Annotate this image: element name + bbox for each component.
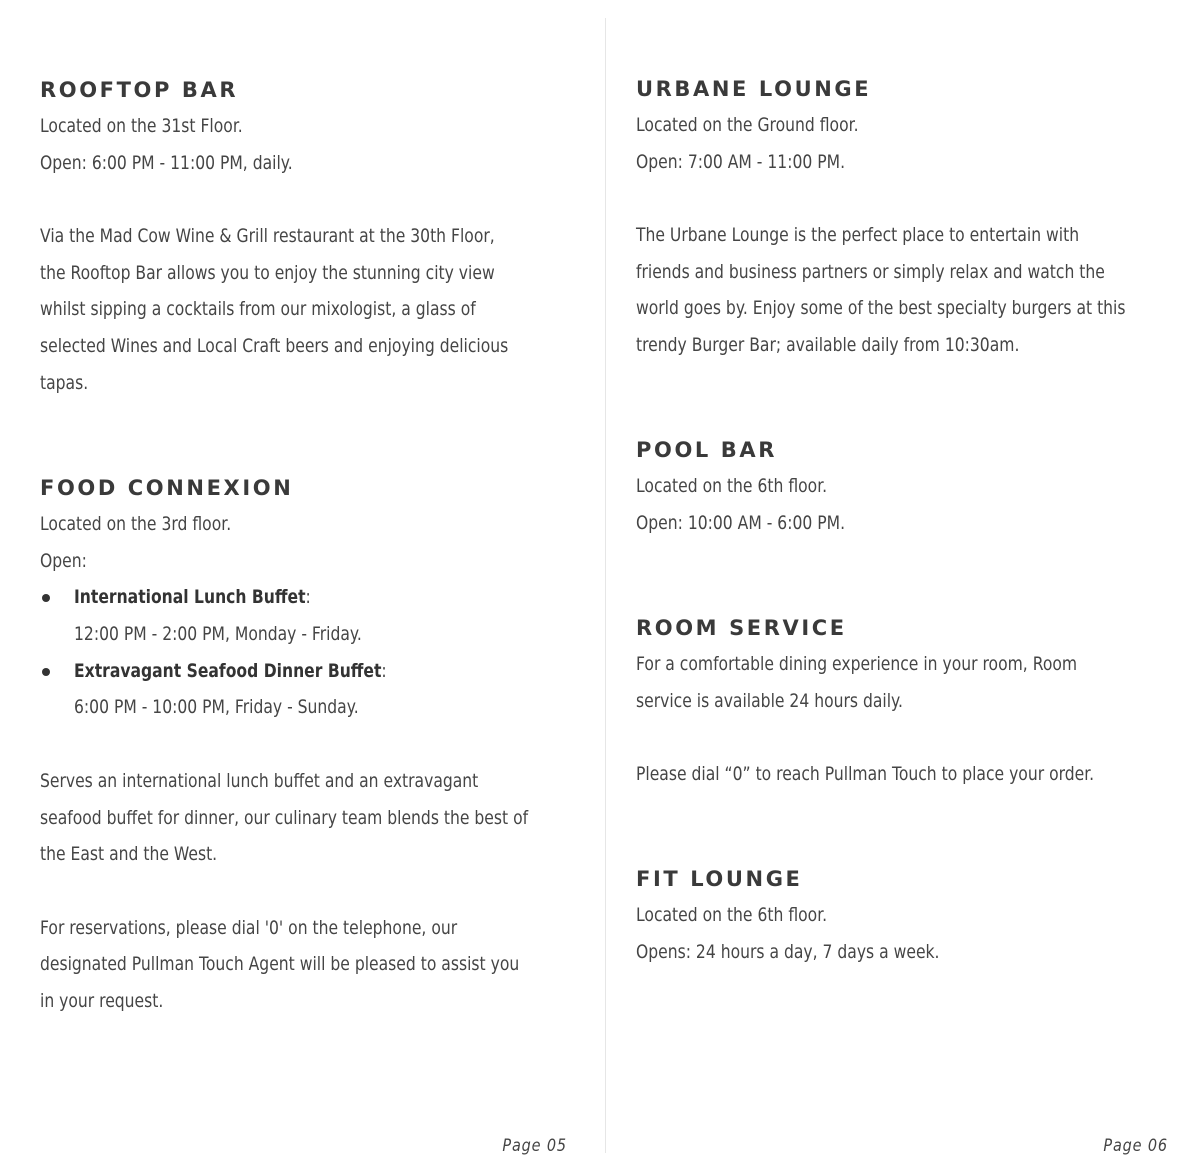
section-title: FOOD CONNEXION xyxy=(40,476,294,500)
section-body xyxy=(636,897,1006,970)
page-number: Page 06 xyxy=(1103,1136,1168,1156)
text-line: Located on the 6th floor. xyxy=(636,475,828,497)
text-line: Via the Mad Cow Wine & Grill restaurant at the 30th Floor, xyxy=(40,225,495,248)
text-line: in your request. xyxy=(40,989,164,1012)
section-fit-lounge xyxy=(636,861,1006,970)
text-line: Opens: 24 hours a day, 7 days a week. xyxy=(636,940,940,963)
right-page xyxy=(606,0,1200,1171)
text-line: tapas. xyxy=(40,371,89,394)
section-body xyxy=(636,468,891,541)
bullet-title xyxy=(74,653,534,690)
text-line: For reservations, please dial '0' on the telephone, our xyxy=(40,916,458,939)
text-line: Open: 10:00 AM - 6:00 PM. xyxy=(636,511,846,534)
buffet-name: Extravagant Seafood Dinner Buffet xyxy=(74,659,382,682)
text-line: Open: 7:00 AM - 11:00 PM. xyxy=(636,150,846,173)
section-body xyxy=(636,107,1200,364)
text-line: Serves an international lunch buffet and an extravagant xyxy=(40,769,479,792)
bullet-title xyxy=(74,579,534,616)
text-line: For a comfortable dining experience in your room, Room xyxy=(636,653,1078,675)
list-item xyxy=(40,653,635,726)
text-line: Open: 6:00 PM - 11:00 PM, daily. xyxy=(40,151,293,174)
section-urbane-lounge xyxy=(636,71,1200,364)
list-item xyxy=(40,579,635,652)
buffet-hours: 6:00 PM - 10:00 PM, Friday - Sunday. xyxy=(74,696,359,719)
text-line: seafood buffet for dinner, our culinary team blends the best of xyxy=(40,806,529,829)
buffet-colon: : xyxy=(305,586,311,609)
text-line: designated Pullman Touch Agent will be pleased to assist you xyxy=(40,953,520,976)
text-line: Located on the 3rd floor. xyxy=(40,513,232,535)
section-rooftop-bar xyxy=(40,72,611,402)
text-line: selected Wines and Local Craft beers and enjoying delicious xyxy=(40,335,509,358)
text-line: friends and business partners or simply relax and watch the xyxy=(636,260,1105,283)
text-line: The Urbane Lounge is the perfect place to entertain with xyxy=(636,224,1080,247)
section-food-connexion xyxy=(40,470,635,1020)
paragraph-spacer xyxy=(636,180,1200,217)
text-line: the East and the West. xyxy=(40,843,218,866)
buffet-name: International Lunch Buffet xyxy=(74,586,306,609)
section-room-service xyxy=(636,610,1195,793)
text-line: the Rooftop Bar allows you to enjoy the stunning city view xyxy=(40,261,495,284)
paragraph-spacer xyxy=(40,726,635,763)
text-line: Open: xyxy=(40,549,87,572)
text-line: Located on the 31st Floor. xyxy=(40,115,243,137)
paragraph-spacer xyxy=(40,873,635,910)
section-title: POOL BAR xyxy=(636,438,778,462)
text-line: whilst sipping a cocktails from our mixologist, a glass of xyxy=(40,298,476,321)
text-line: Located on the Ground floor. xyxy=(636,114,859,136)
buffet-hours: 12:00 PM - 2:00 PM, Monday - Friday. xyxy=(74,623,362,646)
section-title: ROOM SERVICE xyxy=(636,616,847,640)
paragraph-spacer xyxy=(40,181,611,218)
section-body xyxy=(40,108,611,402)
section-pool-bar xyxy=(636,432,891,541)
section-body xyxy=(636,646,1195,793)
page-number: Page 05 xyxy=(502,1136,567,1156)
section-body xyxy=(40,506,635,1020)
buffet-colon: : xyxy=(381,659,387,682)
text-line: Located on the 6th floor. xyxy=(636,904,828,926)
text-line: world goes by. Enjoy some of the best specialty burgers at this xyxy=(636,297,1126,320)
bullet-icon xyxy=(42,594,50,602)
text-line: trendy Burger Bar; available daily from 10:30am. xyxy=(636,334,1020,357)
section-title: URBANE LOUNGE xyxy=(636,77,872,101)
text-line: service is available 24 hours daily. xyxy=(636,689,904,712)
bullet-icon xyxy=(42,668,50,676)
section-title: ROOFTOP BAR xyxy=(40,78,239,102)
paragraph-spacer xyxy=(636,719,1195,756)
text-line: Please dial “0” to reach Pullman Touch to place your order. xyxy=(636,763,1095,786)
section-title: FIT LOUNGE xyxy=(636,867,803,891)
